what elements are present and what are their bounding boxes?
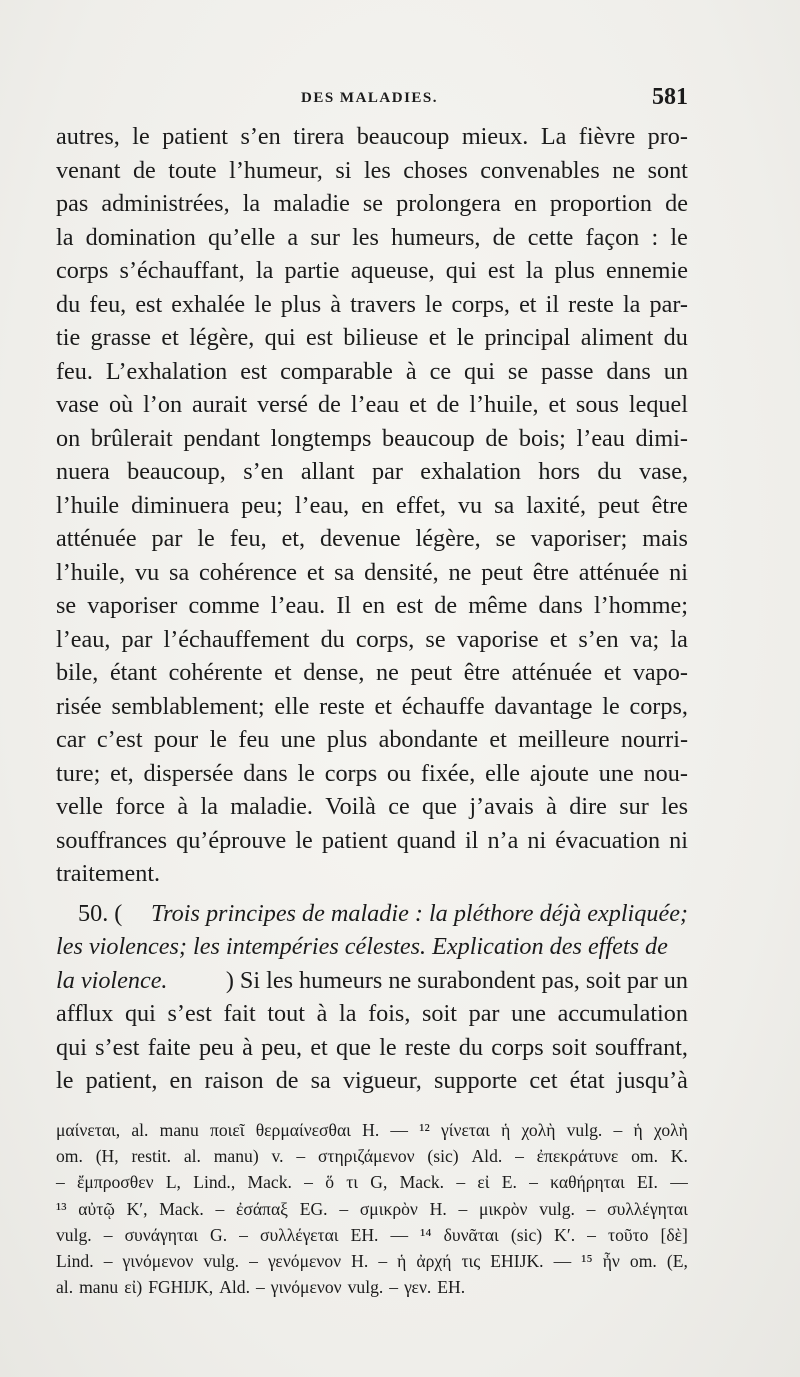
text-line: l’huile, vu sa cohérence et sa densité, ne peut être atténuée ni — [56, 558, 688, 586]
section-50-line: qui s’est faite peu à peu, et que le reste du corps soit souffrant, — [56, 1033, 688, 1061]
text-line: autres, le patient s’en tirera beaucoup mieux. La fièvre pro- — [56, 123, 688, 150]
text-line: l’eau, par l’échauffement du corps, se vaporise et s’en va; la — [56, 625, 688, 653]
footnote-line: al. manu εἰ) FGHIJK, Ald. – γινόμενον vulg. – γεν. EH. — [56, 1277, 466, 1298]
footnote-line: ¹³ αὐτῷ K′, Mack. – ἐσάπαξ EG. – σμικρὸν H. – μικρὸν vulg. – συλλέγηται — [56, 1198, 688, 1219]
section-summary: la violence. — [56, 966, 168, 994]
section-number: 50. ( — [78, 899, 123, 927]
page-header — [56, 86, 688, 116]
section-50-line: afflux qui s’est fait tout à la fois, soit par une accumulation — [56, 1000, 688, 1027]
running-head: DES MALADIES. — [301, 90, 439, 106]
page-number: 581 — [652, 84, 688, 110]
text-line: ture; et, dispersée dans le corps ou fixée, elle ajoute une nou- — [56, 759, 688, 787]
text-line: corps s’échauffant, la partie aqueuse, qui est la plus ennemie — [56, 257, 688, 284]
text-line: bile, étant cohérente et dense, ne peut être atténuée et vapo- — [56, 659, 688, 686]
text-line: l’huile diminuera peu; l’eau, en effet, vu sa laxité, peut être — [56, 491, 688, 519]
footnote-line: vulg. – συνάγηται G. – συλλέγεται EH. — ¹⁴ δυνᾶται (sic) K′. – τοῦτο [δὲ] — [56, 1224, 688, 1245]
text-line: feu. L’exhalation est comparable à ce qui se passe dans un — [56, 357, 688, 385]
text-line: risée semblablement; elle reste et échauffe davantage le corps, — [56, 692, 688, 720]
text-line: tie grasse et légère, qui est bilieuse et le principal aliment du — [56, 324, 688, 351]
text-line: souffrances qu’éprouve le patient quand il n’a ni évacuation ni — [56, 826, 688, 854]
text-line: se vaporiser comme l’eau. Il en est de même dans l’homme; — [56, 592, 688, 619]
section-summary: les violences; les intempéries célestes. Explication des effets de — [56, 933, 668, 960]
footnote-line: – ἔμπροσθεν L, Lind., Mack. – ὅ τι G, Mack. – εἰ E. – καθήρηται EI. — — [56, 1172, 688, 1193]
text-line: car c’est pour le feu une plus abondante et meilleure nourri- — [56, 726, 688, 753]
text-line: vase où l’on aurait versé de l’eau et de l’huile, et sous lequel — [56, 391, 688, 418]
footnote-line: Lind. – γινόμενον vulg. – γενόμενον H. – ἡ ἀρχή τις EHIJK. — ¹⁵ ἦν om. (E, — [56, 1250, 688, 1271]
footnotes — [56, 1117, 688, 1300]
text-line: nuera beaucoup, s’en allant par exhalation hors du vase, — [56, 458, 688, 485]
text-line: du feu, est exhalée le plus à travers le corps, et il reste la par- — [56, 290, 688, 318]
section-50-line — [56, 930, 688, 964]
text-line: velle force à la maladie. Voilà ce que j’avais à dire sur les — [56, 793, 688, 820]
text-line: la domination qu’elle a sur les humeurs, de cette façon : le — [56, 223, 688, 251]
footnote-line: μαίνεται, al. manu ποιεῖ θερμαίνεσθαι H. — ¹² γίνεται ἡ χολὴ vulg. – ἡ χολὴ — [56, 1120, 688, 1140]
section-summary: Trois principes de maladie : la pléthore déjà expliquée; — [151, 899, 688, 927]
section-50-line: le patient, en raison de sa vigueur, supporte cet état jusqu’à — [56, 1067, 688, 1094]
section-text: ) Si les humeurs ne surabondent pas, soit par un — [225, 966, 688, 994]
text-line: venant de toute l’humeur, si les choses convenables ne sont — [56, 156, 688, 184]
text-line: traitement. — [56, 860, 161, 887]
footnote-line: om. (H, restit. al. manu) v. – στηριζάμενον (sic) Ald. – ἐπεκράτυνε om. K. — [56, 1146, 688, 1167]
text-line: pas administrées, la maladie se prolongera en proportion de — [56, 190, 688, 217]
section-50-line — [56, 964, 688, 998]
main-text — [56, 120, 688, 1098]
text-line: on brûlerait pendant longtemps beaucoup de bois; l’eau dimi- — [56, 424, 688, 452]
text-line: atténuée par le feu, et, devenue légère, se vaporiser; mais — [56, 525, 688, 552]
section-50-line — [56, 897, 688, 931]
